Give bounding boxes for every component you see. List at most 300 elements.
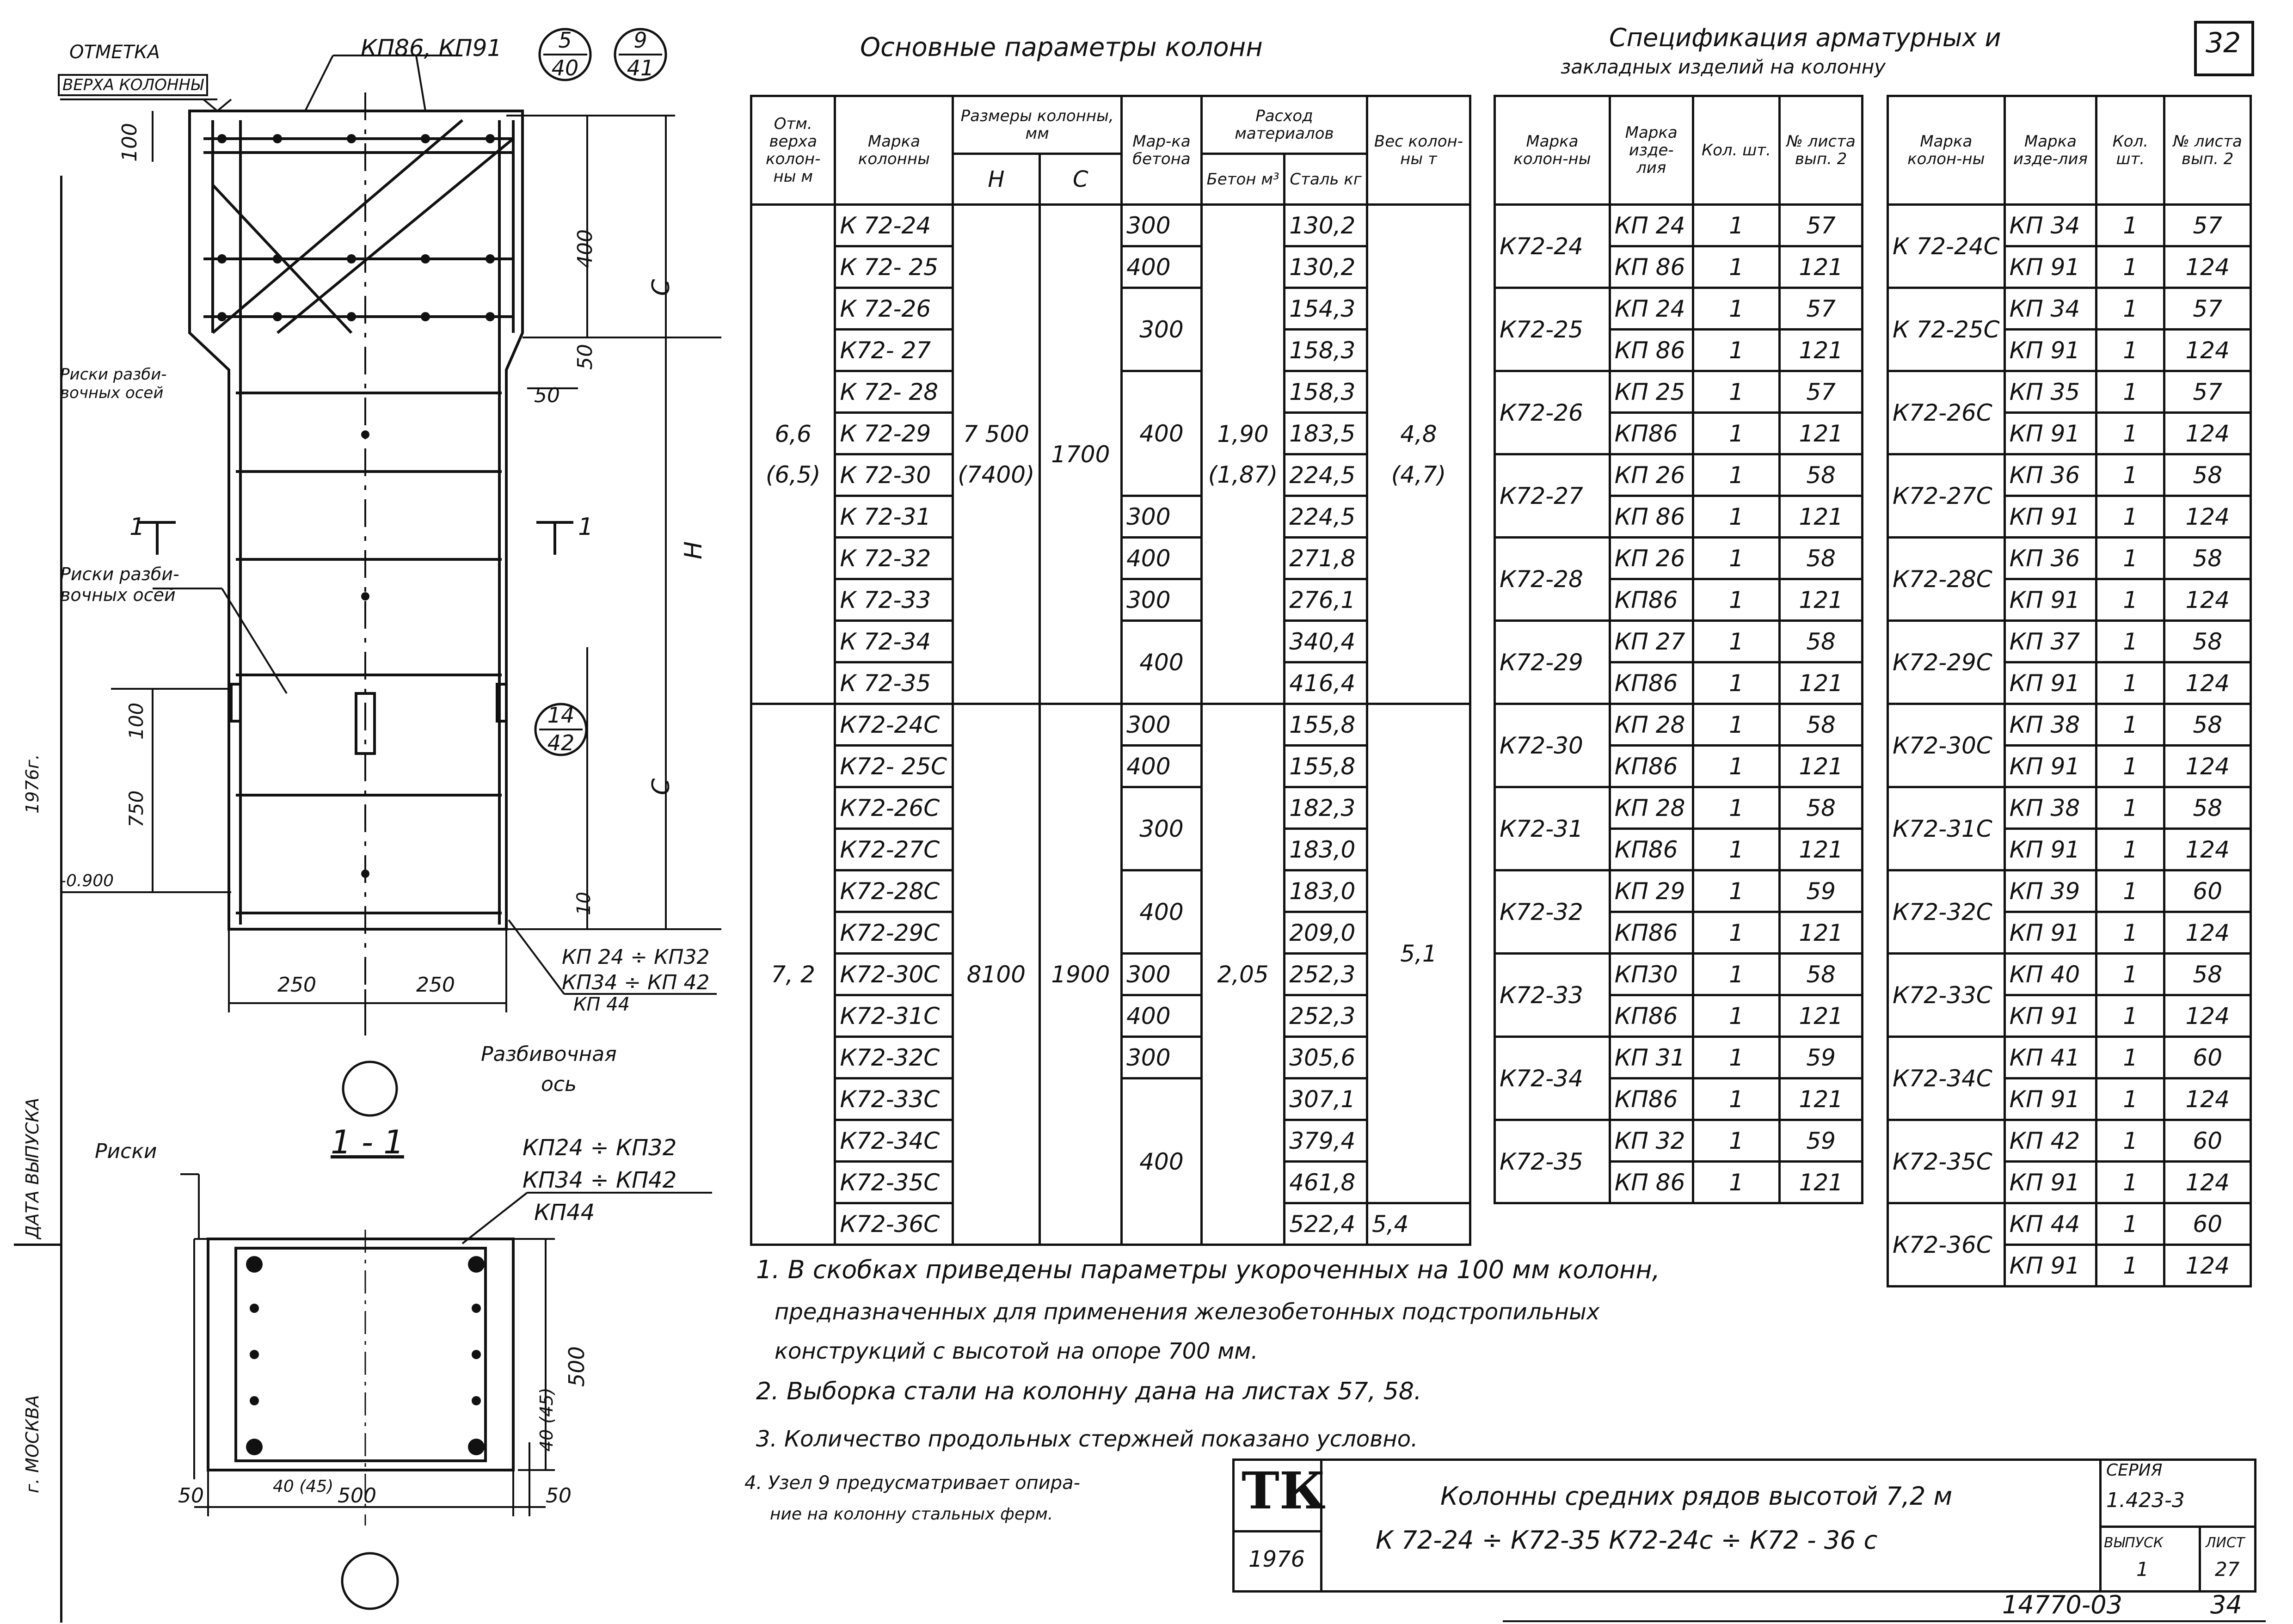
steel-value: 182,3 — [1285, 787, 1367, 829]
kp-sec-2: КП34 ÷ КП42 — [523, 1167, 677, 1193]
note-2: 2. Выборка стали на колонну дана на листах 57, 58. — [756, 1378, 1422, 1405]
section-mark-left: 1 — [129, 513, 145, 541]
spec-sheet-no: 124 — [2164, 330, 2251, 371]
spec-item-mark: КП86 — [1610, 995, 1693, 1037]
spec-sheet-no: 58 — [1780, 954, 1863, 995]
spec-row — [1888, 1037, 2251, 1079]
sec-dim-50-right: 50 — [546, 1484, 572, 1508]
spec-qty: 1 — [2096, 746, 2164, 787]
sec-dim-40-45-h: 40 (45) — [273, 1477, 334, 1496]
steel-value: 158,3 — [1285, 330, 1367, 371]
spec-qty: 1 — [2096, 870, 2164, 912]
spec-qty: 1 — [2096, 496, 2164, 538]
bottom-rule — [1503, 1620, 2266, 1622]
spec-qty: 1 — [1693, 954, 1780, 995]
C-value: 1900 — [1051, 961, 1110, 988]
steel-value: 224,5 — [1285, 454, 1367, 496]
spec-row — [1888, 538, 2251, 579]
spec-sheet-no: 124 — [2164, 829, 2251, 870]
spec-qty: 1 — [1693, 454, 1780, 496]
spec-sheet-no: 121 — [1780, 912, 1863, 954]
dim-750: 750 — [125, 790, 148, 827]
spec-table-right — [1887, 95, 2252, 1287]
sheet-value: 27 — [2215, 1558, 2240, 1581]
title-block-logo: ТК — [1242, 1461, 1326, 1520]
column-mark: К72-35С — [835, 1162, 953, 1203]
spec-qty: 1 — [2096, 538, 2164, 579]
column-mark: К 72-35 — [835, 662, 953, 704]
spec2-hdr-col-mark: Марка колон-ны — [1888, 96, 2005, 205]
concrete-grade: 300 — [1122, 787, 1202, 870]
steel-value: 158,3 — [1285, 371, 1367, 413]
risks-label: Риски — [95, 1140, 157, 1163]
spec-sheet-no: 58 — [2164, 454, 2251, 496]
spec-item-mark: КП 86 — [1610, 1162, 1693, 1203]
spec-sheet-no: 57 — [1780, 205, 1863, 246]
hdr-materials: Расход материалов — [1201, 96, 1367, 154]
dim-c-top: С — [647, 279, 675, 296]
dim-c-bot: С — [647, 778, 675, 795]
column-mark: К 72-34 — [835, 621, 953, 662]
spec-item-mark: КП 91 — [2004, 496, 2096, 538]
spec-sheet-no: 121 — [1780, 579, 1863, 621]
spec-table-left — [1494, 95, 1863, 1204]
steel-value: 252,3 — [1285, 995, 1367, 1037]
kp-sec-3: КП44 — [534, 1200, 595, 1226]
spec-item-mark: КП 86 — [1610, 496, 1693, 538]
spec-hdr-item-mark: Марка изде-лия — [1610, 96, 1693, 205]
spec-row — [1495, 454, 1863, 496]
concrete-value: 1,90 — [1217, 420, 1269, 447]
spec-row — [1495, 538, 1863, 579]
spec-qty: 1 — [1693, 413, 1780, 454]
elev-cell — [751, 704, 835, 1245]
column-mark: К 72-31 — [835, 496, 953, 538]
column-mark: К72-24С — [835, 704, 953, 746]
note-4: 4. Узел 9 предусматривает опира- — [744, 1472, 1081, 1494]
side-year: 1976г. — [22, 754, 43, 814]
spec-qty: 1 — [1693, 621, 1780, 662]
spec-item-mark: КП 91 — [2004, 1079, 2096, 1120]
spec-qty: 1 — [1693, 288, 1780, 330]
spec-row — [1495, 787, 1863, 829]
column-mark: К72-34С — [835, 1120, 953, 1162]
spec-sheet-no: 121 — [1780, 413, 1863, 454]
spec-item-mark: КП 91 — [2004, 1245, 2096, 1287]
series-label: СЕРИЯ — [2106, 1461, 2163, 1480]
column-mark: К72-30С — [835, 954, 953, 995]
spec-qty: 1 — [1693, 496, 1780, 538]
H-cell — [953, 704, 1039, 1245]
concrete-alt-value: (1,87) — [1208, 461, 1278, 488]
concrete-grade: 400 — [1122, 746, 1202, 787]
spec-item-mark: КП 27 — [1610, 621, 1693, 662]
spec-qty: 1 — [2096, 579, 2164, 621]
spec-sheet-no: 58 — [1780, 538, 1863, 579]
spec-item-mark: КП86 — [1610, 662, 1693, 704]
spec-title-2: закладных изделий на колонну — [1561, 55, 1886, 78]
spec-item-mark: КП 91 — [2004, 246, 2096, 288]
weight-value-last: 5,4 — [1367, 1203, 1470, 1245]
weight-value: 4,8 — [1400, 420, 1437, 447]
spec-item-mark: КП 86 — [1610, 330, 1693, 371]
hdr-dims: Размеры колонны, мм — [953, 96, 1122, 154]
hdr-concrete: Бетон м³ — [1201, 154, 1284, 205]
params-row — [751, 205, 1470, 246]
spec-column-mark: К72-33 — [1495, 954, 1610, 1037]
spec-column-mark: К72-31С — [1888, 787, 2005, 870]
spec-item-mark: КП 24 — [1610, 205, 1693, 246]
spec-item-mark: КП 44 — [2004, 1203, 2096, 1245]
dim-10: 10 — [573, 892, 595, 915]
spec-item-mark: КП30 — [1610, 954, 1693, 995]
dim-250-right: 250 — [416, 973, 455, 997]
spec-item-mark: КП86 — [1610, 912, 1693, 954]
spec-row — [1495, 621, 1863, 662]
risk-axes-2b: вочных осей — [60, 585, 176, 605]
spec-column-mark: К72-25 — [1495, 288, 1610, 371]
spec-item-mark: КП 91 — [2004, 995, 2096, 1037]
title-block-series-divider — [2099, 1526, 2256, 1528]
issue-value: 1 — [2136, 1558, 2149, 1581]
section-mark-right: 1 — [578, 513, 594, 541]
spec-item-mark: КП 34 — [2004, 205, 2096, 246]
spec-qty: 1 — [1693, 746, 1780, 787]
spec-item-mark: КП 36 — [2004, 454, 2096, 496]
spec-sheet-no: 59 — [1780, 870, 1863, 912]
spec-qty: 1 — [2096, 621, 2164, 662]
side-city: г. МОСКВА — [22, 1395, 43, 1493]
steel-value: 307,1 — [1285, 1079, 1367, 1120]
kp-bottom-3: КП 44 — [573, 994, 630, 1015]
section-title: 1 - 1 — [331, 1123, 404, 1161]
spec-item-mark: КП 25 — [1610, 371, 1693, 413]
spec-sheet-no: 121 — [1780, 995, 1863, 1037]
steel-value: 155,8 — [1285, 746, 1367, 787]
spec-item-mark: КП 38 — [2004, 704, 2096, 746]
steel-value: 252,3 — [1285, 954, 1367, 995]
steel-value: 340,4 — [1285, 621, 1367, 662]
title-block-sheet-divider — [2199, 1526, 2201, 1593]
column-mark: К72-27С — [835, 829, 953, 870]
spec-qty: 1 — [2096, 704, 2164, 746]
dim-100-mid: 100 — [125, 702, 148, 740]
spec-sheet-no: 124 — [2164, 413, 2251, 454]
concrete-cell — [1201, 205, 1284, 704]
node-5-den: 40 — [551, 55, 579, 80]
note-1c: конструкций с высотой на опоре 700 мм. — [775, 1338, 1258, 1364]
spec-item-mark: КП 91 — [2004, 579, 2096, 621]
spec-qty: 1 — [1693, 330, 1780, 371]
sec-dim-500-v: 500 — [564, 1346, 589, 1387]
steel-value: 461,8 — [1285, 1162, 1367, 1203]
H-alt-value: (7400) — [958, 461, 1035, 488]
spec-qty: 1 — [2096, 288, 2164, 330]
concrete-grade: 300 — [1122, 1037, 1202, 1079]
title-block-year: 1976 — [1248, 1546, 1305, 1572]
kp-bottom-1: КП 24 ÷ КП32 — [562, 945, 710, 969]
spec-sheet-no: 58 — [1780, 704, 1863, 746]
node-9-num: 9 — [633, 28, 647, 53]
sec-dim-500-h: 500 — [338, 1484, 376, 1508]
steel-value: 416,4 — [1285, 662, 1367, 704]
spec-sheet-no: 58 — [2164, 954, 2251, 995]
node-14-num: 14 — [547, 703, 575, 728]
spec-qty: 1 — [2096, 1203, 2164, 1245]
spec-sheet-no: 58 — [2164, 787, 2251, 829]
hdr-elev: Отм. верха колон-ны м — [751, 96, 835, 205]
spec-sheet-no: 124 — [2164, 1245, 2251, 1287]
spec-column-mark: К72-28С — [1888, 538, 2005, 621]
title-block-title-1: Колонны средних рядов высотой 7,2 м — [1440, 1482, 1953, 1511]
spec-column-mark: К72-30С — [1888, 704, 2005, 787]
axis-label-1: Разбивочная — [481, 1042, 617, 1066]
spec-column-mark: К72-34 — [1495, 1037, 1610, 1120]
column-mark: К72-29С — [835, 912, 953, 954]
spec-item-mark: КП 42 — [2004, 1120, 2096, 1162]
spec-qty: 1 — [2096, 995, 2164, 1037]
spec-qty: 1 — [1693, 579, 1780, 621]
spec-column-mark: К72-35С — [1888, 1120, 2005, 1203]
spec-item-mark: КП 37 — [2004, 621, 2096, 662]
spec-sheet-no: 124 — [2164, 1079, 2251, 1120]
spec-hdr-sheet: № листа вып. 2 — [1780, 96, 1863, 205]
spec-sheet-no: 57 — [2164, 371, 2251, 413]
spec-row — [1888, 1203, 2251, 1245]
spec-item-mark: КП 28 — [1610, 704, 1693, 746]
spec-qty: 1 — [1693, 1037, 1780, 1079]
spec-row — [1888, 288, 2251, 330]
spec-sheet-no: 124 — [2164, 662, 2251, 704]
concrete-grade: 300 — [1122, 496, 1202, 538]
spec-row — [1495, 954, 1863, 995]
spec-item-mark: КП 41 — [2004, 1037, 2096, 1079]
spec-row — [1888, 1120, 2251, 1162]
note-1: 1. В скобках приведены параметры укороченных на 100 мм колонн, — [756, 1255, 1660, 1284]
spec-item-mark: КП 28 — [1610, 787, 1693, 829]
spec-item-mark: КП 29 — [1610, 870, 1693, 912]
spec-item-mark: КП 91 — [2004, 829, 2096, 870]
concrete-grade: 300 — [1122, 288, 1202, 371]
spec-row — [1888, 454, 2251, 496]
spec-qty: 1 — [1693, 995, 1780, 1037]
spec-sheet-no: 60 — [2164, 1203, 2251, 1245]
spec-qty: 1 — [2096, 662, 2164, 704]
column-mark: К72- 27 — [835, 330, 953, 371]
spec-column-mark: К72-29С — [1888, 621, 2005, 704]
spec-sheet-no: 121 — [1780, 330, 1863, 371]
spec-sheet-no: 57 — [1780, 288, 1863, 330]
spec-qty: 1 — [1693, 662, 1780, 704]
spec-sheet-no: 124 — [2164, 579, 2251, 621]
note-3: 3. Количество продольных стержней показано условно. — [756, 1426, 1418, 1452]
spec-item-mark: КП 91 — [2004, 330, 2096, 371]
sheet-label: ЛИСТ — [2206, 1535, 2245, 1551]
spec2-hdr-item-mark: Марка изде-лия — [2004, 96, 2096, 205]
spec-sheet-no: 58 — [1780, 454, 1863, 496]
sec-dim-50-left: 50 — [178, 1484, 204, 1508]
params-table — [750, 95, 1471, 1246]
spec-row — [1495, 870, 1863, 912]
axis-label-2: ось — [541, 1072, 577, 1096]
steel-value: 271,8 — [1285, 538, 1367, 579]
spec-qty: 1 — [1693, 787, 1780, 829]
spec-hdr-col-mark: Марка колон-ны — [1495, 96, 1610, 205]
spec-item-mark: КП 36 — [2004, 538, 2096, 579]
title-block-logo-divider — [1232, 1530, 1322, 1532]
concrete-grade: 300 — [1122, 704, 1202, 746]
steel-value: 224,5 — [1285, 496, 1367, 538]
dim-250-left: 250 — [277, 973, 316, 997]
sec-dim-40-45-v: 40 (45) — [536, 1387, 557, 1452]
spec-item-mark: КП 26 — [1610, 454, 1693, 496]
concrete-grade: 400 — [1122, 246, 1202, 288]
spec-sheet-no: 59 — [1780, 1037, 1863, 1079]
kp-top-label: КП86, КП91 — [361, 35, 502, 61]
weight-value: 5,1 — [1400, 940, 1437, 967]
node-14-den: 42 — [547, 730, 575, 755]
spec-qty: 1 — [2096, 1245, 2164, 1287]
spec-sheet-no: 121 — [1780, 246, 1863, 288]
column-mark: К72-26С — [835, 787, 953, 829]
spec-qty: 1 — [2096, 454, 2164, 496]
spec-column-mark: К72-28 — [1495, 538, 1610, 621]
spec-qty: 1 — [2096, 1162, 2164, 1203]
side-release-label: ДАТА ВЫПУСКА — [22, 1097, 43, 1239]
risk-axes-1a: Риски разби- — [60, 365, 167, 384]
steel-value: 183,0 — [1285, 829, 1367, 870]
weight-cell — [1367, 704, 1470, 1203]
steel-value: 522,4 — [1285, 1203, 1367, 1245]
spec-sheet-no: 121 — [1780, 1079, 1863, 1120]
issue-label: ВЫПУСК — [2104, 1535, 2164, 1551]
spec-qty: 1 — [1693, 870, 1780, 912]
concrete-grade: 400 — [1122, 371, 1202, 496]
spec-item-mark: КП 91 — [2004, 912, 2096, 954]
spec-qty: 1 — [1693, 246, 1780, 288]
spec-sheet-no: 58 — [2164, 704, 2251, 746]
spec-row — [1495, 205, 1863, 246]
spec-qty: 1 — [2096, 413, 2164, 454]
spec-qty: 1 — [1693, 371, 1780, 413]
steel-value: 183,0 — [1285, 870, 1367, 912]
spec-sheet-no: 60 — [2164, 1120, 2251, 1162]
spec-column-mark: К72-26 — [1495, 371, 1610, 454]
steel-value: 130,2 — [1285, 205, 1367, 246]
spec-qty: 1 — [2096, 787, 2164, 829]
spec-row — [1495, 288, 1863, 330]
spec-column-mark: К72-35 — [1495, 1120, 1610, 1203]
spec-qty: 1 — [1693, 1120, 1780, 1162]
column-mark: К72-32С — [835, 1037, 953, 1079]
spec-column-mark: К 72-24С — [1888, 205, 2005, 288]
column-mark: К 72-29 — [835, 413, 953, 454]
column-mark: К 72-33 — [835, 579, 953, 621]
spec-item-mark: КП 91 — [2004, 662, 2096, 704]
spec-row — [1888, 621, 2251, 662]
dim-100-top: 100 — [118, 123, 141, 162]
section-1-1 — [0, 1156, 749, 1624]
note-1b: предназначенных для применения железобетонных подстропильных — [775, 1299, 1600, 1325]
spec-qty: 1 — [2096, 371, 2164, 413]
spec-sheet-no: 57 — [1780, 371, 1863, 413]
spec-sheet-no: 124 — [2164, 246, 2251, 288]
spec-sheet-no: 121 — [1780, 829, 1863, 870]
spec-sheet-no: 124 — [2164, 1162, 2251, 1203]
column-mark: К72-28С — [835, 870, 953, 912]
spec-sheet-no: 57 — [2164, 288, 2251, 330]
spec-row — [1495, 1120, 1863, 1162]
column-mark: К72-33С — [835, 1079, 953, 1120]
column-mark: К72-31С — [835, 995, 953, 1037]
node-5-num: 5 — [558, 28, 572, 53]
steel-value: 155,8 — [1285, 704, 1367, 746]
steel-value: 276,1 — [1285, 579, 1367, 621]
hdr-C: С — [1039, 154, 1122, 205]
spec-column-mark: К72-26С — [1888, 371, 2005, 454]
spec-qty: 1 — [1693, 912, 1780, 954]
spec-sheet-no: 121 — [1780, 1162, 1863, 1203]
spec-row — [1888, 954, 2251, 995]
spec-item-mark: КП 91 — [2004, 746, 2096, 787]
spec-row — [1495, 1037, 1863, 1079]
concrete-grade: 300 — [1122, 954, 1202, 995]
steel-value: 209,0 — [1285, 912, 1367, 954]
column-mark: К 72-24 — [835, 205, 953, 246]
spec-sheet-no: 58 — [2164, 621, 2251, 662]
hdr-H: Н — [953, 154, 1039, 205]
concrete-grade: 300 — [1122, 579, 1202, 621]
spec-column-mark: К72-29 — [1495, 621, 1610, 704]
hdr-mark: Марка колонны — [835, 96, 953, 205]
concrete-grade: 400 — [1122, 870, 1202, 954]
spec-item-mark: КП 38 — [2004, 787, 2096, 829]
spec-sheet-no: 60 — [2164, 1037, 2251, 1079]
spec-qty: 1 — [1693, 1079, 1780, 1120]
spec-item-mark: КП 31 — [1610, 1037, 1693, 1079]
spec-qty: 1 — [2096, 1079, 2164, 1120]
column-mark: К 72- 25 — [835, 246, 953, 288]
spec-item-mark: КП86 — [1610, 746, 1693, 787]
elev-cell — [751, 205, 835, 704]
C-value: 1700 — [1051, 441, 1110, 468]
dim-50-v: 50 — [573, 344, 597, 370]
spec-sheet-no: 60 — [2164, 870, 2251, 912]
column-mark: К 72- 28 — [835, 371, 953, 413]
elev-alt-value: (6,5) — [765, 461, 821, 488]
spec-item-mark: КП 40 — [2004, 954, 2096, 995]
elev-label-1: ОТМЕТКА — [69, 42, 160, 63]
spec-qty: 1 — [1693, 538, 1780, 579]
spec-column-mark: К72-27С — [1888, 454, 2005, 538]
steel-value: 305,6 — [1285, 1037, 1367, 1079]
spec-column-mark: К72-32 — [1495, 870, 1610, 954]
spec-column-mark: К72-32С — [1888, 870, 2005, 954]
steel-value: 379,4 — [1285, 1120, 1367, 1162]
spec-column-mark: К 72-25С — [1888, 288, 2005, 371]
spec-row — [1888, 704, 2251, 746]
spec2-hdr-qty: Кол. шт. — [2096, 96, 2164, 205]
spec-qty: 1 — [2096, 330, 2164, 371]
H-value: 8100 — [966, 961, 1026, 988]
spec-column-mark: К72-31 — [1495, 787, 1610, 870]
spec-qty: 1 — [1693, 205, 1780, 246]
spec-item-mark: КП 91 — [2004, 1162, 2096, 1203]
C-cell — [1039, 205, 1122, 704]
weight-cell — [1367, 205, 1470, 704]
stamp-page: 34 — [2210, 1590, 2242, 1619]
elev-minus: -0.900 — [60, 871, 114, 890]
